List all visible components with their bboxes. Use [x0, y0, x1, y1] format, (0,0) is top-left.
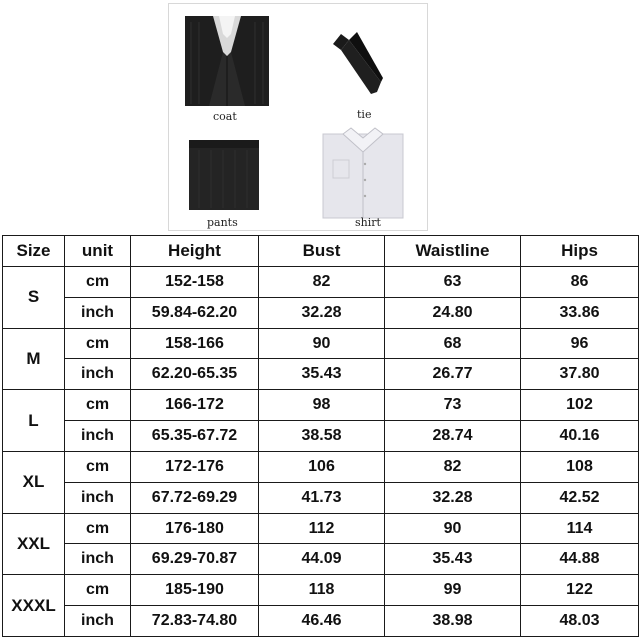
table-row — [3, 451, 639, 482]
tie-caption: tie — [357, 108, 372, 121]
unit-cell: cm — [65, 575, 131, 606]
height-cell: 62.20-65.35 — [131, 359, 259, 390]
pants-caption: pants — [207, 216, 238, 229]
hips-cell: 96 — [521, 328, 639, 359]
height-cell: 158-166 — [131, 328, 259, 359]
waistline-cell: 73 — [385, 390, 521, 421]
bust-cell: 35.43 — [259, 359, 385, 390]
waistline-cell: 28.74 — [385, 421, 521, 452]
bust-cell: 38.58 — [259, 421, 385, 452]
unit-cell: cm — [65, 328, 131, 359]
height-cell: 172-176 — [131, 451, 259, 482]
height-cell: 166-172 — [131, 390, 259, 421]
table-row — [3, 606, 639, 637]
height-cell: 152-158 — [131, 267, 259, 298]
table-row — [3, 513, 639, 544]
table-row — [3, 482, 639, 513]
table-row — [3, 390, 639, 421]
bust-cell: 46.46 — [259, 606, 385, 637]
tie-image — [327, 22, 385, 98]
height-cell: 69.29-70.87 — [131, 544, 259, 575]
size-cell: L — [3, 390, 65, 452]
header-size: Size — [3, 236, 65, 267]
hips-cell: 48.03 — [521, 606, 639, 637]
bust-cell: 41.73 — [259, 482, 385, 513]
table-row — [3, 328, 639, 359]
table-row — [3, 297, 639, 328]
header-unit: unit — [65, 236, 131, 267]
hips-cell: 40.16 — [521, 421, 639, 452]
header-waistline: Waistline — [385, 236, 521, 267]
waistline-cell: 90 — [385, 513, 521, 544]
pants-image — [187, 138, 261, 212]
hips-cell: 108 — [521, 451, 639, 482]
unit-cell: inch — [65, 606, 131, 637]
hips-cell: 102 — [521, 390, 639, 421]
hips-cell: 122 — [521, 575, 639, 606]
hips-cell: 37.80 — [521, 359, 639, 390]
size-cell: M — [3, 328, 65, 390]
shirt-image — [319, 124, 407, 220]
bust-cell: 112 — [259, 513, 385, 544]
waistline-cell: 35.43 — [385, 544, 521, 575]
height-cell: 176-180 — [131, 513, 259, 544]
header-row — [3, 236, 639, 267]
bust-cell: 118 — [259, 575, 385, 606]
unit-cell: inch — [65, 297, 131, 328]
height-cell: 67.72-69.29 — [131, 482, 259, 513]
hips-cell: 33.86 — [521, 297, 639, 328]
size-cell: XL — [3, 451, 65, 513]
unit-cell: inch — [65, 359, 131, 390]
hips-cell: 86 — [521, 267, 639, 298]
table-row — [3, 421, 639, 452]
height-cell: 72.83-74.80 — [131, 606, 259, 637]
waistline-cell: 32.28 — [385, 482, 521, 513]
bust-cell: 82 — [259, 267, 385, 298]
height-cell: 185-190 — [131, 575, 259, 606]
hips-cell: 114 — [521, 513, 639, 544]
unit-cell: cm — [65, 451, 131, 482]
hips-cell: 42.52 — [521, 482, 639, 513]
unit-cell: inch — [65, 482, 131, 513]
waistline-cell: 82 — [385, 451, 521, 482]
bust-cell: 32.28 — [259, 297, 385, 328]
header-bust: Bust — [259, 236, 385, 267]
coat-caption: coat — [213, 110, 237, 123]
unit-cell: cm — [65, 267, 131, 298]
height-cell: 59.84-62.20 — [131, 297, 259, 328]
size-cell: S — [3, 267, 65, 329]
size-cell: XXXL — [3, 575, 65, 637]
table-row — [3, 267, 639, 298]
header-height: Height — [131, 236, 259, 267]
waistline-cell: 68 — [385, 328, 521, 359]
bust-cell: 98 — [259, 390, 385, 421]
table-row — [3, 359, 639, 390]
unit-cell: cm — [65, 513, 131, 544]
waistline-cell: 63 — [385, 267, 521, 298]
waistline-cell: 24.80 — [385, 297, 521, 328]
table-row — [3, 544, 639, 575]
unit-cell: cm — [65, 390, 131, 421]
header-hips: Hips — [521, 236, 639, 267]
waistline-cell: 26.77 — [385, 359, 521, 390]
size-cell: XXL — [3, 513, 65, 575]
product-photo-panel — [168, 3, 428, 231]
bust-cell: 106 — [259, 451, 385, 482]
bust-cell: 44.09 — [259, 544, 385, 575]
height-cell: 65.35-67.72 — [131, 421, 259, 452]
hips-cell: 44.88 — [521, 544, 639, 575]
waistline-cell: 99 — [385, 575, 521, 606]
bust-cell: 90 — [259, 328, 385, 359]
waistline-cell: 38.98 — [385, 606, 521, 637]
coat-image — [179, 12, 275, 108]
unit-cell: inch — [65, 421, 131, 452]
shirt-caption: shirt — [355, 216, 381, 229]
size-chart-table — [2, 235, 639, 637]
unit-cell: inch — [65, 544, 131, 575]
table-row — [3, 575, 639, 606]
